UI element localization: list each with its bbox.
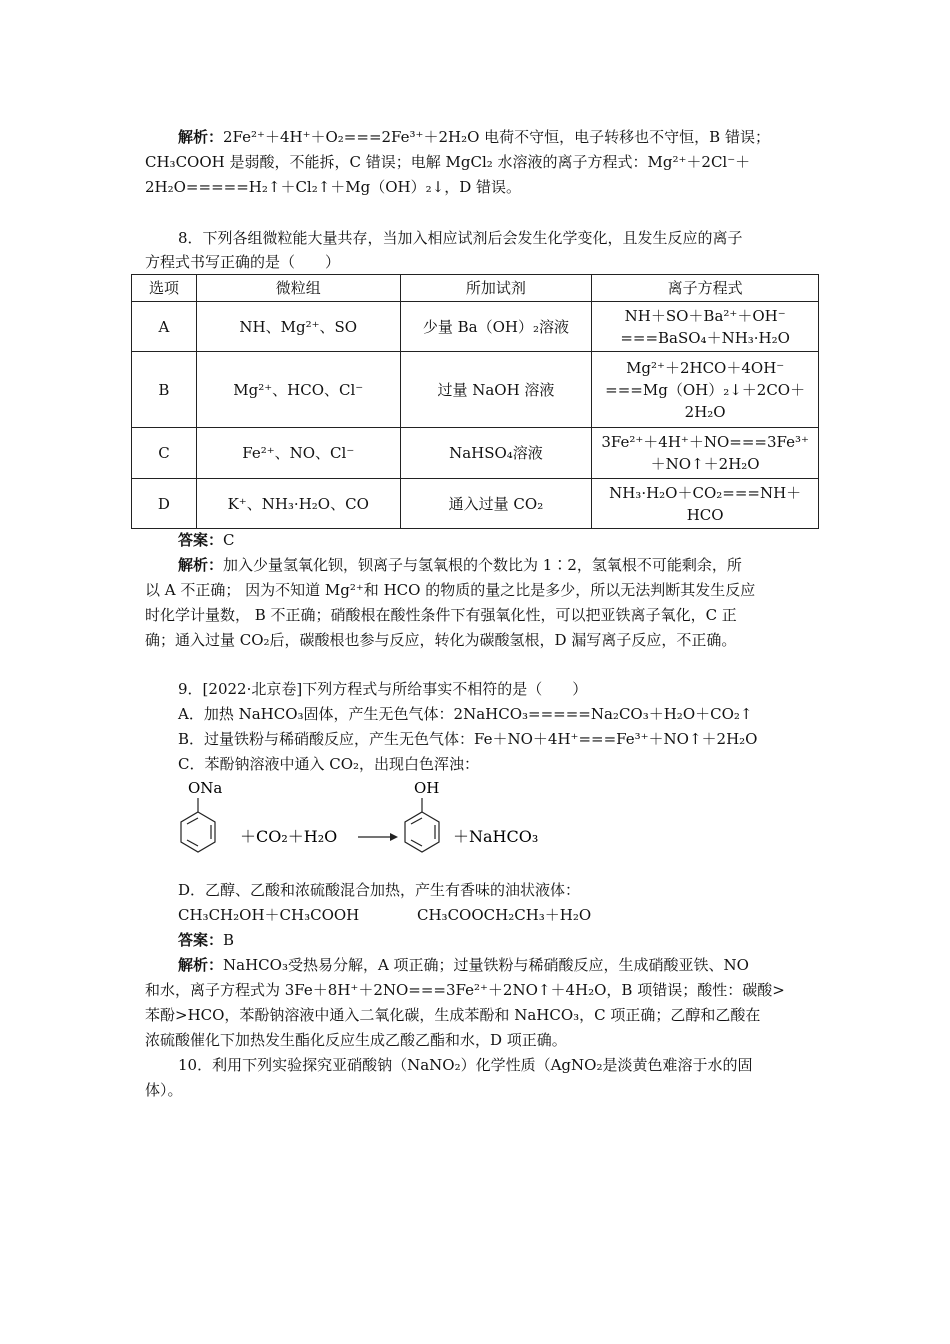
table-row xyxy=(132,302,819,352)
eq-line: 3Fe²⁺＋4H⁺＋NO===3Fe³⁺ xyxy=(601,433,809,451)
table-header-row xyxy=(132,275,819,302)
q8-analysis-line2: 以 A 不正确； 因为不知道 Mg²⁺和 HCO 的物质的量之比是多少，所以无法判断其发生反应 xyxy=(145,581,756,599)
analysis-label: 解析： xyxy=(178,956,224,974)
eq-line: ===Mg（OH）₂↓＋2CO＋ xyxy=(605,380,806,399)
eq-line: ===BaSO₄＋NH₃·H₂O xyxy=(620,328,790,347)
double-bond xyxy=(411,818,422,824)
q10-stem-line2: 体）。 xyxy=(145,1081,183,1099)
analysis-text: NaHCO₃受热易分解，A 项正确；过量铁粉与稀硝酸反应，生成硝酸亚铁、NO xyxy=(223,956,749,974)
row-equation xyxy=(592,302,819,352)
q8-analysis-line1 xyxy=(178,554,742,576)
row-equation xyxy=(592,479,819,529)
reagents: ＋CO₂＋H₂O xyxy=(240,827,338,846)
row-equation xyxy=(592,352,819,428)
answer-label: 答案： xyxy=(178,531,224,549)
answer-value: B xyxy=(223,931,235,949)
row-option: B xyxy=(132,352,197,428)
q8-answer xyxy=(178,529,235,551)
analysis-7-text1: 2Fe²⁺＋4H⁺＋O₂===2Fe³⁺＋2H₂O 电荷不守恒，电子转移也不守恒，B 错误； xyxy=(223,128,770,146)
eq-line: ＋NO↑＋2H₂O xyxy=(650,455,760,473)
q9-option-d-right: CH₃COOCH₂CH₃＋H₂O xyxy=(417,906,592,924)
q9-option-a: A．加热 NaHCO₃固体，产生无色气体：2NaHCO₃=====Na₂CO₃＋H₂O＋CO₂↑ xyxy=(178,705,753,723)
q8-analysis-line3: 时化学计量数， B 不正确；硝酸根在酸性条件下有强氧化性，可以把亚铁离子氧化，C 正 xyxy=(145,606,737,624)
double-bond xyxy=(187,840,198,846)
row-particles: K⁺、NH₃·H₂O、CO xyxy=(196,479,400,529)
analysis-label: 解析： xyxy=(178,128,224,146)
analysis-text: 加入少量氢氧化钡，钡离子与氢氧根的个数比为 1∶2，氢氧根不可能剩余，所 xyxy=(223,556,742,574)
row-reagent: NaHSO₄溶液 xyxy=(400,428,592,479)
eq-line: 2H₂O xyxy=(684,402,726,421)
row-particles: NH、Mg²⁺、SO xyxy=(196,302,400,352)
row-option: C xyxy=(132,428,197,479)
row-equation xyxy=(592,428,819,479)
q9-analysis-line1 xyxy=(178,954,749,976)
q9-option-d-left: CH₃CH₂OH＋CH₃COOH xyxy=(178,906,360,924)
table-row xyxy=(132,352,819,428)
reactant-group: ONa xyxy=(188,779,223,797)
q9-analysis-line2: 和水，离子方程式为 3Fe＋8H⁺＋2NO===3Fe²⁺＋2NO↑＋4H₂O，B 项错误；酸性：碳酸> xyxy=(145,981,785,999)
eq-line: Mg²⁺＋2HCO＋4OH⁻ xyxy=(626,358,785,377)
double-bond xyxy=(187,818,198,824)
table-row xyxy=(132,428,819,479)
q9-option-b: B．过量铁粉与稀硝酸反应，产生无色气体：Fe＋NO＋4H⁺===Fe³⁺＋NO↑＋2H₂O xyxy=(178,730,758,748)
q8-options-table xyxy=(131,274,819,529)
q9-stem: 9．[2022·北京卷]下列方程式与所给事实不相符的是（ ） xyxy=(178,680,588,698)
analysis-7-line1 xyxy=(178,126,770,148)
analysis-7-line2: CH₃COOH 是弱酸，不能拆，C 错误；电解 MgCl₂ 水溶液的离子方程式：Mg²⁺＋2Cl⁻＋ xyxy=(145,153,751,171)
table-row xyxy=(132,479,819,529)
q8-stem-line1: 8．下列各组微粒能大量共存，当加入相应试剂后会发生化学变化，且发生反应的离子 xyxy=(178,229,743,247)
q9-answer xyxy=(178,929,234,951)
header-particles: 微粒组 xyxy=(196,275,400,302)
q10-stem-line1: 10．利用下列实验探究亚硝酸钠（NaNO₂）化学性质（AgNO₂是淡黄色难溶于水的固 xyxy=(178,1056,753,1074)
row-reagent: 少量 Ba（OH）₂溶液 xyxy=(400,302,592,352)
analysis-label: 解析： xyxy=(178,556,224,574)
q9-analysis-line3: 苯酚>HCO，苯酚钠溶液中通入二氧化碳，生成苯酚和 NaHCO₃，C 项正确；乙醇和乙酸在 xyxy=(145,1006,761,1024)
q9-option-d: D．乙醇、乙酸和浓硫酸混合加热，产生有香味的油状液体： xyxy=(178,881,581,899)
analysis-7-line3: 2H₂O=====H₂↑＋Cl₂↑＋Mg（OH）₂↓，D 错误。 xyxy=(145,178,522,196)
header-option: 选项 xyxy=(132,275,197,302)
q9-option-c: C．苯酚钠溶液中通入 CO₂，出现白色浑浊： xyxy=(178,755,480,773)
arrow-head xyxy=(390,833,398,841)
q8-stem-line2: 方程式书写正确的是（ ） xyxy=(145,253,341,271)
row-option: D xyxy=(132,479,197,529)
answer-value: C xyxy=(223,531,235,549)
q8-analysis-line4: 确；通入过量 CO₂后，碳酸根也参与反应，转化为碳酸氢根，D 漏写离子反应，不正确。 xyxy=(145,631,737,649)
row-particles: Mg²⁺、HCO、Cl⁻ xyxy=(196,352,400,428)
q9-analysis-line4: 浓硫酸催化下加热发生酯化反应生成乙酸乙酯和水，D 项正确。 xyxy=(145,1031,567,1049)
header-equation: 离子方程式 xyxy=(592,275,819,302)
eq-line: NH＋SO＋Ba²⁺＋OH⁻ xyxy=(624,306,786,325)
row-particles: Fe²⁺、NO、Cl⁻ xyxy=(196,428,400,479)
row-option: A xyxy=(132,302,197,352)
header-reagent: 所加试剂 xyxy=(400,275,592,302)
answer-label: 答案： xyxy=(178,931,224,949)
product-group: OH xyxy=(414,779,440,797)
row-reagent: 通入过量 CO₂ xyxy=(400,479,592,529)
byproduct: ＋NaHCO₃ xyxy=(453,827,539,846)
row-reagent: 过量 NaOH 溶液 xyxy=(400,352,592,428)
double-bond xyxy=(411,840,422,846)
eq-line: HCO xyxy=(686,505,724,524)
phenoxide-reaction-diagram xyxy=(178,776,558,866)
eq-line: NH₃·H₂O＋CO₂===NH＋ xyxy=(609,483,802,502)
